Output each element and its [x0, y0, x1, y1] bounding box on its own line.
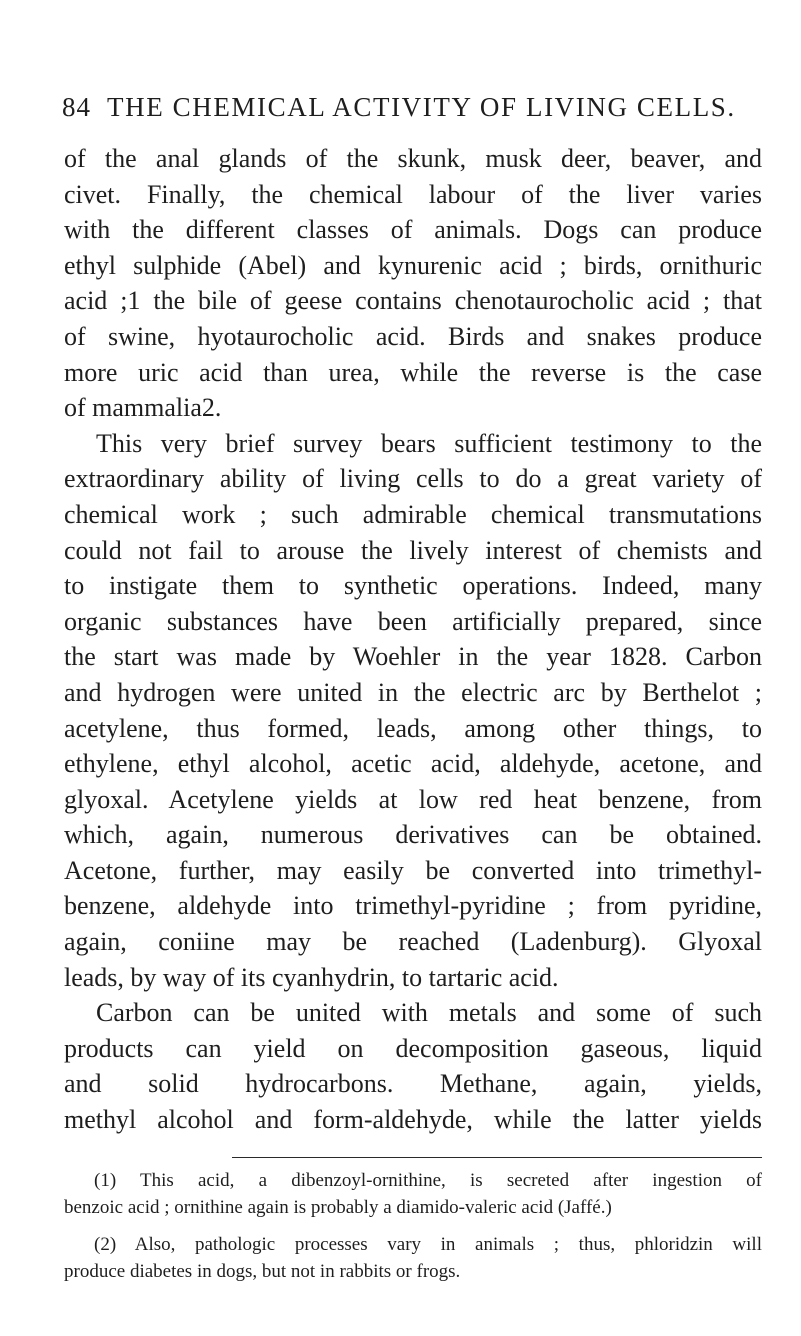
footnote-line: produce diabetes in dogs, but not in rabbits or frogs.	[64, 1261, 461, 1282]
text-line: could not fail to arouse the lively interest of chemists and	[64, 535, 762, 565]
text-line: glyoxal. Acetylene yields at low red heat benzene, from	[64, 784, 762, 814]
text-line: extraordinary ability of living cells to do a great variety of	[64, 464, 762, 494]
text-line: to instigate them to synthetic operations. Indeed, many	[64, 571, 762, 601]
text-line: Acetone, further, may easily be converted into trimethyl-	[64, 855, 762, 885]
text-line: ethylene, ethyl alcohol, acetic acid, aldehyde, acetone, and	[64, 749, 762, 779]
text-line: methyl alcohol and form-aldehyde, while the latter yields	[64, 1105, 762, 1135]
text-line: acid ;1 the bile of geese contains chenotaurocholic acid ; that	[64, 286, 762, 316]
text-line: chemical work ; such admirable chemical transmutations	[64, 499, 762, 529]
text-line: of the anal glands of the skunk, musk deer, beaver, and	[64, 144, 762, 173]
text-line: of swine, hyotaurocholic acid. Birds and snakes produce	[64, 321, 762, 351]
footnote-line: (2) Also, pathologic processes vary in animals ; thus, phloridzin will	[94, 1234, 762, 1255]
text-line: with the different classes of animals. Dogs can produce	[64, 215, 762, 245]
text-line: of mammalia2.	[64, 393, 222, 423]
text-line: leads, by way of its cyanhydrin, to tartaric acid.	[64, 962, 559, 992]
text-line: Carbon can be united with metals and some of such	[96, 998, 762, 1028]
text-line: more uric acid than urea, while the reverse is the case	[64, 357, 762, 387]
footnote-divider	[232, 1157, 762, 1158]
footnote	[64, 1231, 762, 1285]
text-line: This very brief survey bears sufficient testimony to the	[96, 428, 762, 458]
text-line: products can yield on decomposition gaseous, liquid	[64, 1033, 762, 1063]
text-line: and hydrogen were united in the electric arc by Berthelot ;	[64, 677, 762, 707]
body-text	[64, 141, 762, 1138]
text-line: again, coniine may be reached (Ladenburg). Glyoxal	[64, 927, 762, 957]
footnote-line: (1) This acid, a dibenzoyl-ornithine, is secreted after ingestion of	[94, 1170, 762, 1191]
text-line: the start was made by Woehler in the year 1828. Carbon	[64, 642, 762, 672]
text-line: acetylene, thus formed, leads, among other things, to	[64, 713, 762, 743]
text-line: which, again, numerous derivatives can be obtained.	[64, 820, 762, 850]
running-head	[62, 92, 762, 122]
footnote	[64, 1167, 762, 1221]
text-line: organic substances have been artificially prepared, since	[64, 606, 762, 636]
footnote-line: benzoic acid ; ornithine again is probably a diamido-valeric acid (Jaffé.)	[64, 1197, 612, 1218]
chapter-title: THE CHEMICAL ACTIVITY OF LIVING CELLS.	[107, 92, 736, 122]
text-line: civet. Finally, the chemical labour of the liver varies	[64, 179, 762, 209]
text-line: benzene, aldehyde into trimethyl-pyridine ; from pyridine,	[64, 891, 762, 921]
footnotes	[64, 1167, 762, 1285]
text-line: ethyl sulphide (Abel) and kynurenic acid ; birds, ornithuric	[64, 250, 762, 280]
text-line: and solid hydrocarbons. Methane, again, yields,	[64, 1069, 762, 1099]
page-number: 84	[62, 92, 91, 122]
